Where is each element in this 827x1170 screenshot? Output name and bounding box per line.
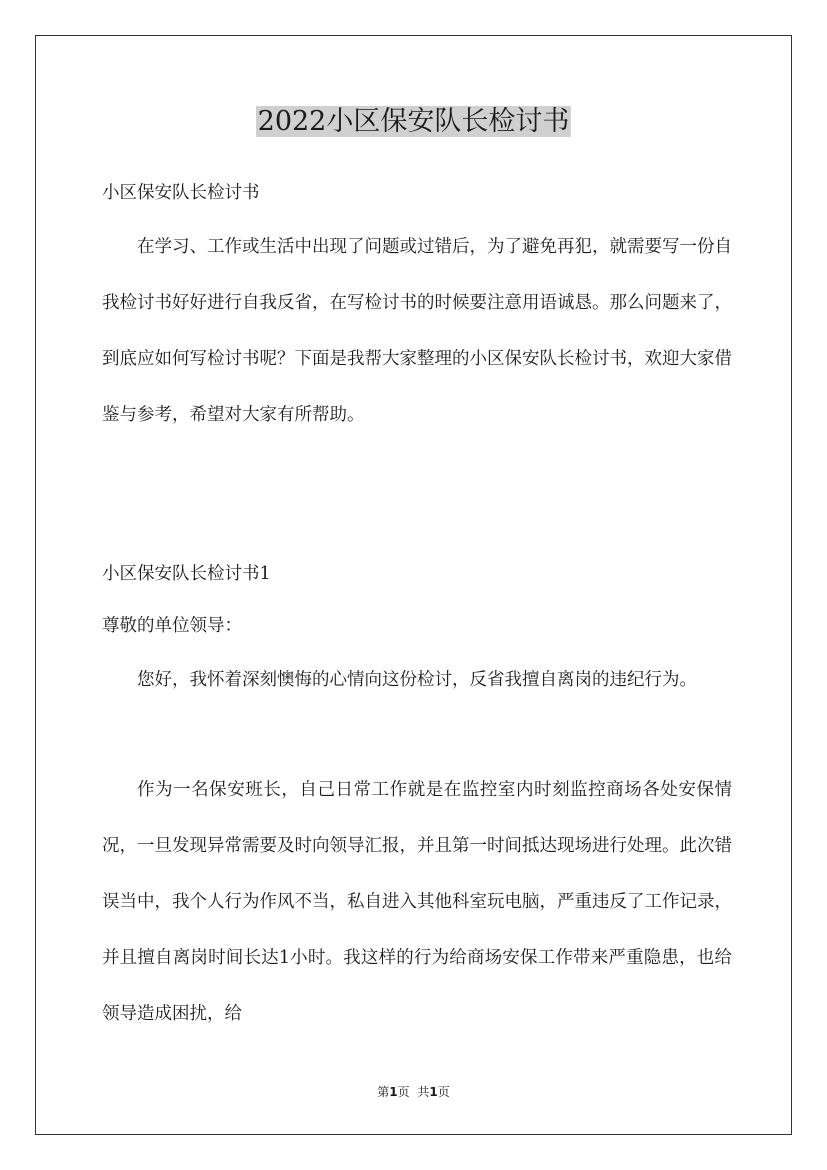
total-suffix: 页 [437, 1085, 450, 1099]
total-pages: 1 [429, 1085, 438, 1099]
page-suffix: 页 [397, 1085, 410, 1099]
document-title [0, 102, 827, 142]
page-footer [0, 1083, 827, 1101]
section-heading: 小区保安队长检讨书1 [102, 564, 271, 584]
body-paragraph-2: 作为一名保安班长，自己日常工作就是在监控室内时刻监控商场各处安保情况，一旦发现异常需要及时向领导汇报，并且第一时间抵达现场进行处理。此次错误当中，我个人行为作风不当，私自进入其他科室玩电脑，严重违反了工作记录，并且擅自离岗时间长达1小时。我这样的行为给商场安保工作带来严重隐患，也给领导造成困扰，给 [102, 780, 732, 1024]
salutation: 尊敬的单位领导： [102, 616, 242, 636]
document-title-text: 2022小区保安队长检讨书 [257, 106, 570, 137]
body-paragraph-1: 您好，我怀着深刻懊悔的心情向这份检讨，反省我擅自离岗的违纪行为。 [137, 670, 697, 690]
intro-paragraph: 在学习、工作或生活中出现了问题或过错后，为了避免再犯，就需要写一份自我检讨书好好进行自我反省，在写检讨书的时候要注意用语诚恳。那么问题来了，到底应如何写检讨书呢？下面是我帮大家整理的小区保安队长检讨书，欢迎大家借鉴与参考，希望对大家有所帮助。 [102, 237, 732, 425]
page-number: 1 [389, 1085, 398, 1099]
document-subtitle: 小区保安队长检讨书 [102, 183, 260, 203]
total-prefix: 共 [417, 1085, 430, 1099]
page-prefix: 第 [377, 1085, 390, 1099]
